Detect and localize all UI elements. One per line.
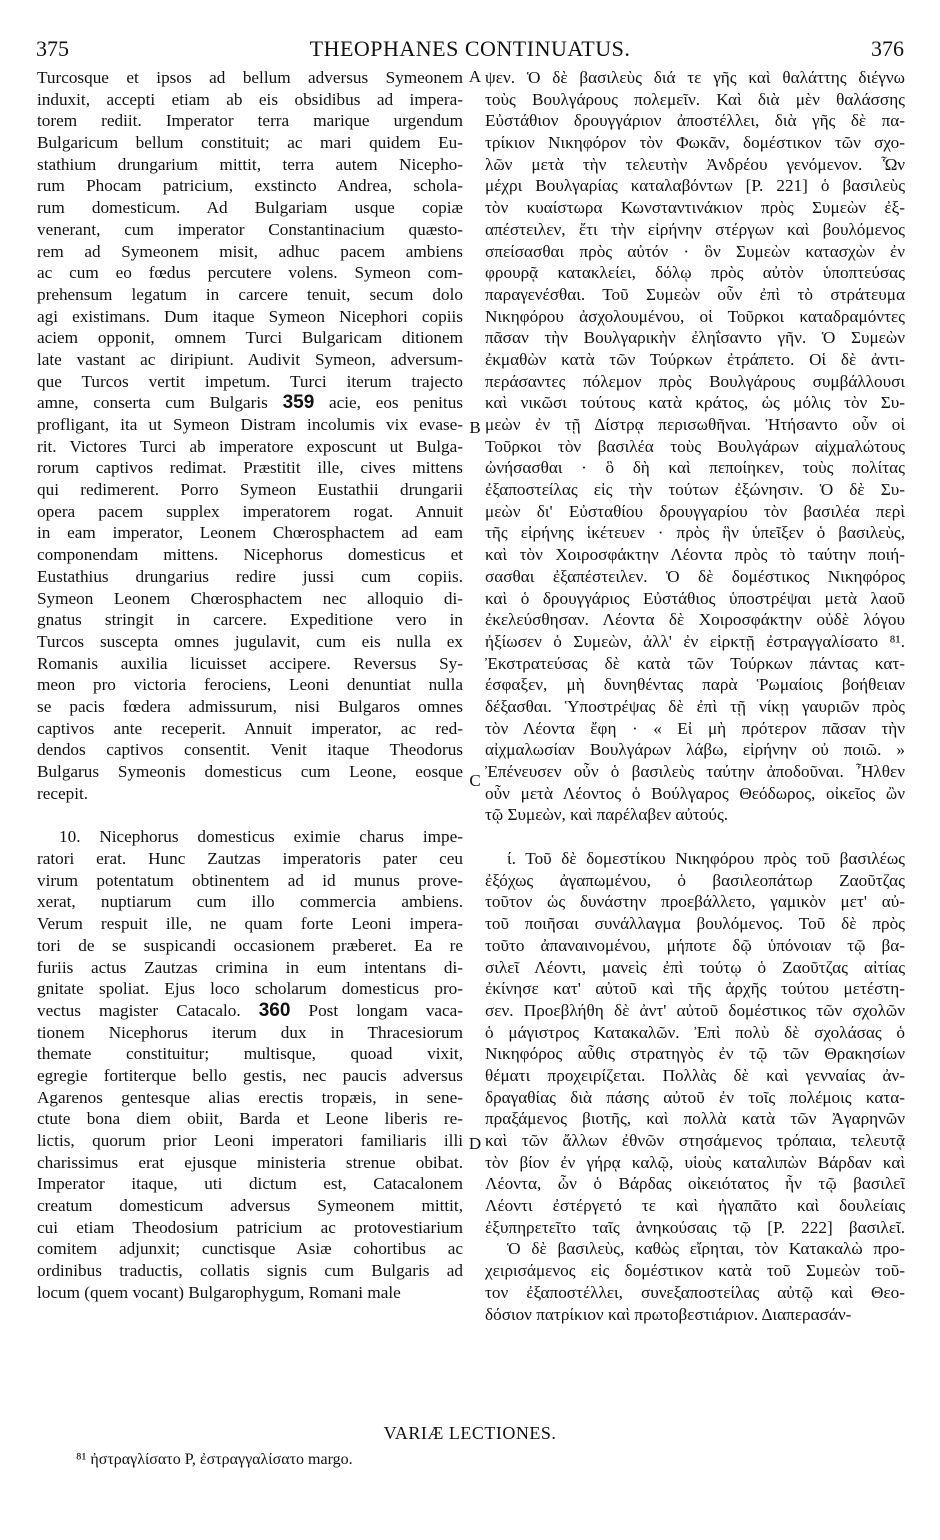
greek-line: φρουρᾷ κατακλείει, δόλῳ πρὸς αὐτὸν ὑποπτεύσας <box>485 263 905 283</box>
greek-line: ἐκίνησε κατ' αὐτοῦ καὶ τῆς ἀρχῆς τούτου μετέστη- <box>485 979 905 999</box>
greek-line: τῷ Συμεὼν, καὶ παρέλαβεν αὐτούς. <box>485 805 729 825</box>
latin-line: dendos captivos consentit. Venit itaque Theodorus <box>37 740 463 760</box>
greek-line: ἐκμαθὼν κατὰ τῶν Τούρκων ἐτράπετο. Οἱ δὲ ἀντι- <box>485 349 905 369</box>
margin-marker-a: A <box>468 67 482 86</box>
latin-line: captivos ante receperit. Annuit imperator, ac red- <box>37 718 463 738</box>
latin-line: aciem opponit, omnem Turci Bulgaricam ditionem <box>37 328 463 348</box>
greek-line: Νικηφόρος αὖθις στρατηγὸς ἐν τῷ τῶν Θρακησίων <box>485 1044 905 1064</box>
greek-line: σεν. Προεβλήθη δὲ ἀντ' αὐτοῦ δομέστικος τῶν σχολῶν <box>485 1000 905 1020</box>
greek-line: τῆς εἰρήνης ἱκέτευεν · πρὸς ἣν ὑπεῖξεν ὁ βασιλεὺς, <box>485 523 905 543</box>
latin-line: rum domesticum. Ad Bulgariam usque copiæ <box>37 198 463 218</box>
greek-line: τον ἐξαποστέλλει, συνεξαποστείλας αὐτῷ καὶ Θεο- <box>485 1282 905 1302</box>
latin-line: egregie fortiterque bello gestis, nec paucis adversus <box>37 1065 463 1085</box>
greek-line: Ἐπένευσεν οὖν ὁ βασιλεὺς ταύτην ἀποδοῦναι. Ἦλθεν <box>485 762 905 781</box>
latin-line: comitem adjunxit; cunctisque Asiæ cohortibus ac <box>37 1239 463 1259</box>
margin-marker-c: C <box>469 771 481 790</box>
latin-line: venerant, cum imperator Constantinacium quæsto- <box>37 219 463 239</box>
greek-line: ὠνήσασθαι · ὃ δὴ καὶ πεποίηκεν, τοὺς πολίτας <box>485 458 905 478</box>
greek-line: δραγαθίας διὰ πάσης αὐτοῦ ἐν τοῖς πολέμοις κατα- <box>485 1087 905 1107</box>
greek-line: πᾶσαν τὴν Βουλγαρικὴν ἐληΐσαντο γῆν. Ὁ Συμεὼν <box>485 328 905 348</box>
latin-line: que Turcos vertit impetum. Turci iterum trajecto <box>37 371 463 391</box>
greek-line: ἐκελεύσθησαν. Λέοντα δὲ Χοιροσφάκτην οὐδὲ λόγου <box>485 610 905 630</box>
greek-line: δέξασθαι. Ὑποστρέψας δὲ ἐπὶ τῇ νίκῃ γαυριῶν πρὸς <box>485 696 905 716</box>
greek-line: αἰχμαλωσίαν Βουλγάρων λάβω, εἰρήνην οὐ ποιῶ. » <box>485 740 905 760</box>
paragraph-gap <box>37 804 463 826</box>
footnote: ⁸¹ ἠστραγλίσατο P, ἐστραγγαλίσατο margo. <box>76 1451 353 1468</box>
latin-line: charissimus erat ejusque ministeria strenue obibat. <box>37 1152 463 1172</box>
latin-line: creatum domesticum adversus Symeonem mittit, <box>37 1196 463 1216</box>
greek-line: θέματι προχειρίζεται. Πολλὰς δὲ καὶ γενναίας ἀν- <box>485 1065 905 1085</box>
greek-line: Τοῦρκοι τὸν βασιλέα τοὺς Βουλγάρων αἰχμαλώτους <box>485 436 905 456</box>
running-header <box>36 32 904 68</box>
latin-line: cui etiam Theodosium patricium ac protovestiarium <box>37 1217 463 1237</box>
latin-line-text: vectus magister Catacalo. <box>37 1000 241 1020</box>
latin-line: torem rediit. Imperator terra marique urgendum <box>37 111 463 131</box>
latin-line: se pacis fœdera admissurum, nisi Bulgaros omnes <box>37 696 463 716</box>
greek-line: Ἐκστρατεύσας δὲ κατὰ τῶν Τούρκων πάντας κατ- <box>485 653 905 673</box>
latin-line: Bulgarus Symeonis domesticus cum Leone, eosque <box>37 762 463 781</box>
latin-line: locum (quem vocant) Bulgarophygum, Romani male <box>37 1282 401 1302</box>
greek-column <box>485 67 905 1325</box>
greek-line: ἠξίωσεν ὁ Συμεὼν, ἀλλ' ἐν εἱρκτῇ ἐστραγγαλίσατο ⁸¹. <box>485 631 905 651</box>
latin-line: furiis actus Zautzas crimina in eum intentans di- <box>37 957 463 977</box>
latin-line: qui redimerent. Porro Symeon Eustathii drungarii <box>37 480 463 500</box>
latin-line: Symeon Leonem Chœrosphactem nec alloquio di- <box>37 588 463 608</box>
latin-line: rem ad Symeonem misit, adhuc pacem ambiens <box>37 241 463 261</box>
latin-line: Imperator itaque, uti dictum est, Catacalonem <box>37 1174 463 1194</box>
greek-line: σασθαι ἐξαπέστειλεν. Ὁ δὲ δομέστικος Νικηφόρος <box>485 566 905 586</box>
greek-line: σιλεῖ Λέοντι, μανεὶς ἐπὶ τούτῳ ὁ Ζαοῦτζας αἰτίας <box>485 957 905 977</box>
paragraph-gap <box>485 826 905 848</box>
column-number: 360 <box>258 999 291 1021</box>
greek-line: τοῦτο ἀπαναινομένου, μήποτε δῷ ὑπόνοιαν τῷ βα- <box>485 935 905 955</box>
greek-line: τοῦ ποιῆσαι συνάλλαγμα βουλόμενος. Τοῦ δὲ πρὸς <box>485 914 905 934</box>
latin-line: stathium drungarium mittit, terra autem Nicepho- <box>37 154 463 174</box>
greek-line: τοὺς Βουλγάρους πολεμεῖν. Καὶ διὰ μὲν θαλάσσης <box>485 89 905 109</box>
greek-line: καὶ νικῶσι τούτους κατὰ κράτος, ὡς μόλις τὸν Συ- <box>485 393 905 413</box>
running-title: THEOPHANES CONTINUATUS. <box>309 36 631 61</box>
margin-marker-d: D <box>468 1134 482 1153</box>
latin-line: Romanis auxilia licuisset accipere. Reversus Sy- <box>37 653 463 673</box>
latin-line: componendam mittens. Nicephorus domesticus et <box>37 545 463 565</box>
latin-line: profligant, ita ut Symeon Distram incolumis vix evase- <box>37 415 463 434</box>
latin-line: rorum captivos redimat. Præstitit ille, cives mittens <box>37 458 463 478</box>
greek-line: δόσιον πατρίκιον καὶ πρωτοβεστιάριον. Διαπερασάν- <box>485 1304 852 1324</box>
latin-line <box>37 1000 463 1022</box>
latin-line: tionem Nicephorus iterum dux in Thracesiorum <box>37 1022 463 1042</box>
column-number: 359 <box>282 392 315 414</box>
latin-line: agi existimans. Dum itaque Symeon Nicephori copiis <box>37 306 463 326</box>
greek-line: ὁ μάγιστρος Κατακαλῶν. Ἐπὶ πολὺ δὲ σχολάσας ὁ <box>485 1022 905 1042</box>
latin-line: late vastant ac diripiunt. Audivit Symeon, adversum- <box>37 349 463 369</box>
greek-line: σπείσασθαι πρὸς αὐτόν · ὃν Συμεὼν κατασχὼν ἐν <box>485 241 905 261</box>
greek-line: μεὼν δι' Εὐσταθίου δρουγγαρίου τὸν βασιλέα περὶ <box>485 501 905 521</box>
latin-line: gnatus stringit in carcere. Expeditione vero in <box>37 610 463 630</box>
latin-line: in eam imperator, Leonem Chœrosphactem ad eam <box>37 523 463 543</box>
latin-line: gnitate spoliat. Ejus loco scholarum domesticus pro- <box>37 979 463 999</box>
greek-line: τὸν βίον ἐν γήρᾳ καλῷ, υἱοὺς καταλιπὼν Βάρδαν καὶ <box>485 1152 905 1172</box>
latin-line <box>37 392 463 414</box>
latin-line: recepit. <box>37 783 89 803</box>
latin-line: 10. Nicephorus domesticus eximie charus impe- <box>59 827 463 847</box>
page-number-right: 376 <box>871 36 904 61</box>
greek-line: πραξάμενος βιοτῆς, καὶ πολλὰ κατὰ τῶν Ἀγαρηνῶν <box>485 1109 905 1129</box>
latin-line: induxit, accepti etiam ab eis obsidibus ad impera- <box>37 89 463 109</box>
greek-line: παραγενέσθαι. Τοῦ Συμεὼν οὖν ἐπὶ τὸ στράτευμα <box>485 284 905 304</box>
greek-line: έσφαξεν, μὴ δυνηθέντας παρὰ Ῥωμαίοις βοήθειαν <box>485 675 905 695</box>
greek-line: καὶ τὸν Χοιροσφάκτην Λέοντα πρὸς τὸ ταύτην ποιή- <box>485 545 905 565</box>
greek-line: ψεν. Ὁ δὲ βασιλεὺς διά τε γῆς καὶ θαλάττης διέγνω <box>485 68 905 87</box>
latin-line: Eustathius drungarius redire jussi cum copiis. <box>37 566 463 586</box>
greek-line: καὶ τῶν ἄλλων ἐθνῶν στησάμενος τρόπαια, τελευτᾷ <box>485 1131 905 1150</box>
latin-line: themate constituitur; multisque, quoad vixit, <box>37 1044 463 1064</box>
greek-line: μεὼν ἐν τῇ Δίστρᾳ περισωθῆναι. Ἠτήσαντο οὖν οἱ <box>485 415 905 434</box>
latin-line: Agarenos gentesque alias erectis tropæis, in sene- <box>37 1087 463 1107</box>
greek-line: περάσαντες πόλεμον πρὸς Βουλγάρους συμβάλλουσι <box>485 371 905 391</box>
latin-line: Turcos suscepta omnes jugulavit, cum eis nulla ex <box>37 631 463 651</box>
latin-line: prehensum legatum in carcere tenuit, secum dolo <box>37 284 463 304</box>
latin-line: Bulgaricum bellum constituit; ac mari quidem Eu- <box>37 133 463 153</box>
latin-line: meon pro victoria ferociens, Leoni denuntiat nulla <box>37 675 463 695</box>
latin-line-text: amne, conserta cum Bulgaris <box>37 393 268 413</box>
latin-line: tori de se suspicandi occasionem præberet. Ea re <box>37 935 463 955</box>
latin-line: lictis, quorum prior Leoni imperatori familiaris illi <box>37 1131 463 1150</box>
latin-line: opera pacem supplex imperatorem rogat. Annuit <box>37 501 463 521</box>
greek-line: οὖν μετὰ Λέοντος ὁ Βούλγαρος Θεόδωρος, οἰκεῖος ὢν <box>485 783 905 803</box>
variae-lectiones-heading: VARIÆ LECTIONES. <box>383 1423 557 1443</box>
greek-line: ἐξόχως ἀγαπωμένου, ὁ βασιλεοπάτωρ Ζαοῦτζας <box>485 870 905 890</box>
latin-line: rit. Victores Turci ab imperatore exposcunt ut Bulga- <box>37 436 463 456</box>
greek-line: καὶ ὁ δρουγγάριος Εὐστάθιος ὑποστρέψαι μετὰ λαοῦ <box>485 588 905 608</box>
latin-line: ratori erat. Hunc Zautzas imperatoris pater ceu <box>37 849 463 869</box>
greek-line: χειρισάμενος εἰς δομέστικον κατὰ τοῦ Συμεὼν τοῦ- <box>485 1261 905 1281</box>
greek-line: τρίκιον Νικηφόρον τὸν Φωκᾶν, δομέστικον τῶν σχο- <box>485 133 905 153</box>
greek-line: Νικηφόρου ἀσχολουμένου, οἱ Τοῦρκοι καταδραμόντες <box>485 306 905 326</box>
latin-line: rum Phocam patricium, exstincto Andrea, schola- <box>37 176 463 196</box>
latin-column <box>37 67 463 1304</box>
latin-line: ordinibus traductis, collatis signis cum Bulgaris ad <box>37 1261 463 1281</box>
latin-line: virum potentatum obtinentem ad id munus prove- <box>37 870 463 890</box>
latin-line: Verum respuit ille, ne quam forte Leoni impera- <box>37 914 463 934</box>
latin-line: Turcosque et ipsos ad bellum adversus Symeonem <box>37 68 463 87</box>
greek-line: ἐξαποστείλας εἰς τὴν τούτων ἐξώνησιν. Ὁ δὲ Συ- <box>485 480 905 500</box>
greek-line: ί. Τοῦ δὲ δομεστίκου Νικηφόρου πρὸς τοῦ βασιλέως <box>507 849 905 869</box>
latin-line: ac cum eo fœdus percutere volens. Symeon com- <box>37 263 463 283</box>
latin-line-text: acie, eos penitus <box>329 393 463 413</box>
latin-line: xerat, nuptiarum cum illo commercia ambiens. <box>37 892 463 912</box>
latin-line: ctute bona diem obiit, Barda et Leone liberis re- <box>37 1109 463 1129</box>
greek-line: τοῦτον ὡς δυνάστην προεβάλλετο, γαμικὸν μετ' αὐ- <box>485 892 905 912</box>
greek-line: Λέοντα, ὧν ὁ Βάρδας οἰκειότατος ἦν τῷ βασιλεῖ <box>485 1174 905 1194</box>
greek-line: λῶν μετὰ τὴν τελευτὴν Ἀνδρέου γενόμενον. Ὧν <box>485 154 905 174</box>
greek-line: μέχρι Βουλγαρίας καταλαβόντων [P. 221] ὁ βασιλεὺς <box>485 176 905 196</box>
greek-line: τὸν Λέοντα ἔφη · « Εἰ μὴ πρότερον πᾶσαν τὴν <box>485 718 905 738</box>
greek-line: τὸν κυαίστωρα Κωνσταντινάκιον πρὸς Συμεὼν ἐξ- <box>485 198 905 218</box>
greek-line: ἐξυπηρετεῖτο ταῖς ἀνηκούσαις τῷ [P. 222] βασιλεῖ. <box>485 1217 905 1237</box>
greek-line: Ὁ δὲ βασιλεὺς, καθὼς εἴρηται, τὸν Κατακαλὼ προ- <box>507 1239 905 1259</box>
greek-line: Εὐστάθιον δρουγγάριον ἀποστέλλει, διὰ γῆς δὲ πα- <box>485 111 905 131</box>
latin-line-text: Post longam vaca- <box>308 1000 463 1020</box>
page-number-left: 375 <box>36 36 69 61</box>
greek-line: απέστειλεν, ἔτι τὴν εἰρήνην στέργων καὶ βουλόμενος <box>485 219 905 239</box>
greek-line: Λέοντι ἐστέργετό τε καὶ ἠγαπᾶτο καὶ δουλείαις <box>485 1196 905 1216</box>
margin-marker-b: B <box>469 418 481 437</box>
